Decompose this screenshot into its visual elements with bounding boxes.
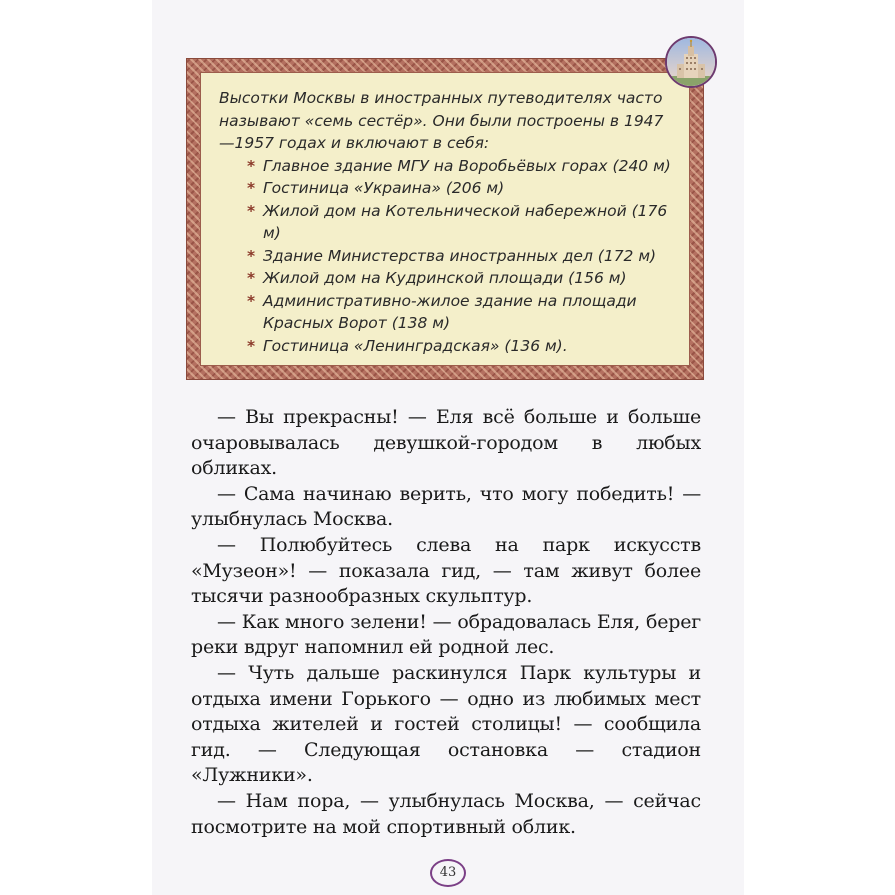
list-item: * Жилой дом на Котельнической набережной (176 м) [247, 201, 668, 242]
story-paragraph: — Сама начинаю верить, что могу победить! — улыбнулась Москва. [191, 482, 701, 531]
story-text [191, 405, 701, 840]
list-item: * Гостиница «Украина» (206 м) [247, 177, 673, 200]
list-item: * Главное здание МГУ на Воробьёвых горах (240 м) [247, 155, 673, 178]
story-paragraph: — Полюбуйтесь слева на парк искусств «Музеон»! — показала гид, — там живут более тысячи разнообразных скульптур. [191, 533, 701, 608]
story-paragraph: — Как много зелени! — обрадовалась Еля, берег реки вдруг напомнил ей родной лес. [191, 610, 701, 659]
asterisk-bullet-icon: * [247, 269, 256, 287]
asterisk-bullet-icon: * [247, 336, 256, 355]
list-item: * Жилой дом на Кудринской площади (156 м) [247, 267, 673, 290]
story-paragraph: — Нам пора, — улыбнулась Москва, — сейчас посмотрите на мой спортивный облик. [191, 789, 701, 838]
info-box [186, 58, 704, 380]
story-paragraph: — Чуть дальше раскинулся Парк культуры и отдыха имени Горького — одно из любимых мест отдыха жителей и гостей столицы! — сообщила гид. — Следующая остановка — стадион «Лужники». [191, 661, 701, 787]
list-item: * Административно-жилое здание на площади Красных Ворот (138 м) [247, 291, 637, 332]
asterisk-bullet-icon: * [247, 291, 256, 310]
page-number: 43 [430, 859, 466, 887]
list-item: * Здание Министерства иностранных дел (172 м) [247, 245, 673, 268]
asterisk-bullet-icon: * [247, 246, 256, 265]
list-item: * Гостиница «Ленинградская» (136 м). [247, 335, 673, 358]
asterisk-bullet-icon: * [247, 201, 256, 220]
skyscraper-illustration [667, 38, 715, 86]
book-page [152, 0, 744, 895]
story-paragraph: — Вы прекрасны! — Еля всё больше и больше очаровывалась девушкой-городом в любых обликах. [191, 406, 701, 480]
asterisk-bullet-icon: * [247, 156, 256, 175]
skyscraper-list [219, 155, 673, 358]
info-box-intro: Высотки Москвы в иностранных путеводителях часто называют «семь сестёр». Они были построены в 1947—1957 годах и включают в себя: [219, 89, 664, 152]
asterisk-bullet-icon: * [247, 179, 256, 197]
info-box-content [200, 72, 690, 366]
skyscraper-icon [665, 36, 717, 88]
